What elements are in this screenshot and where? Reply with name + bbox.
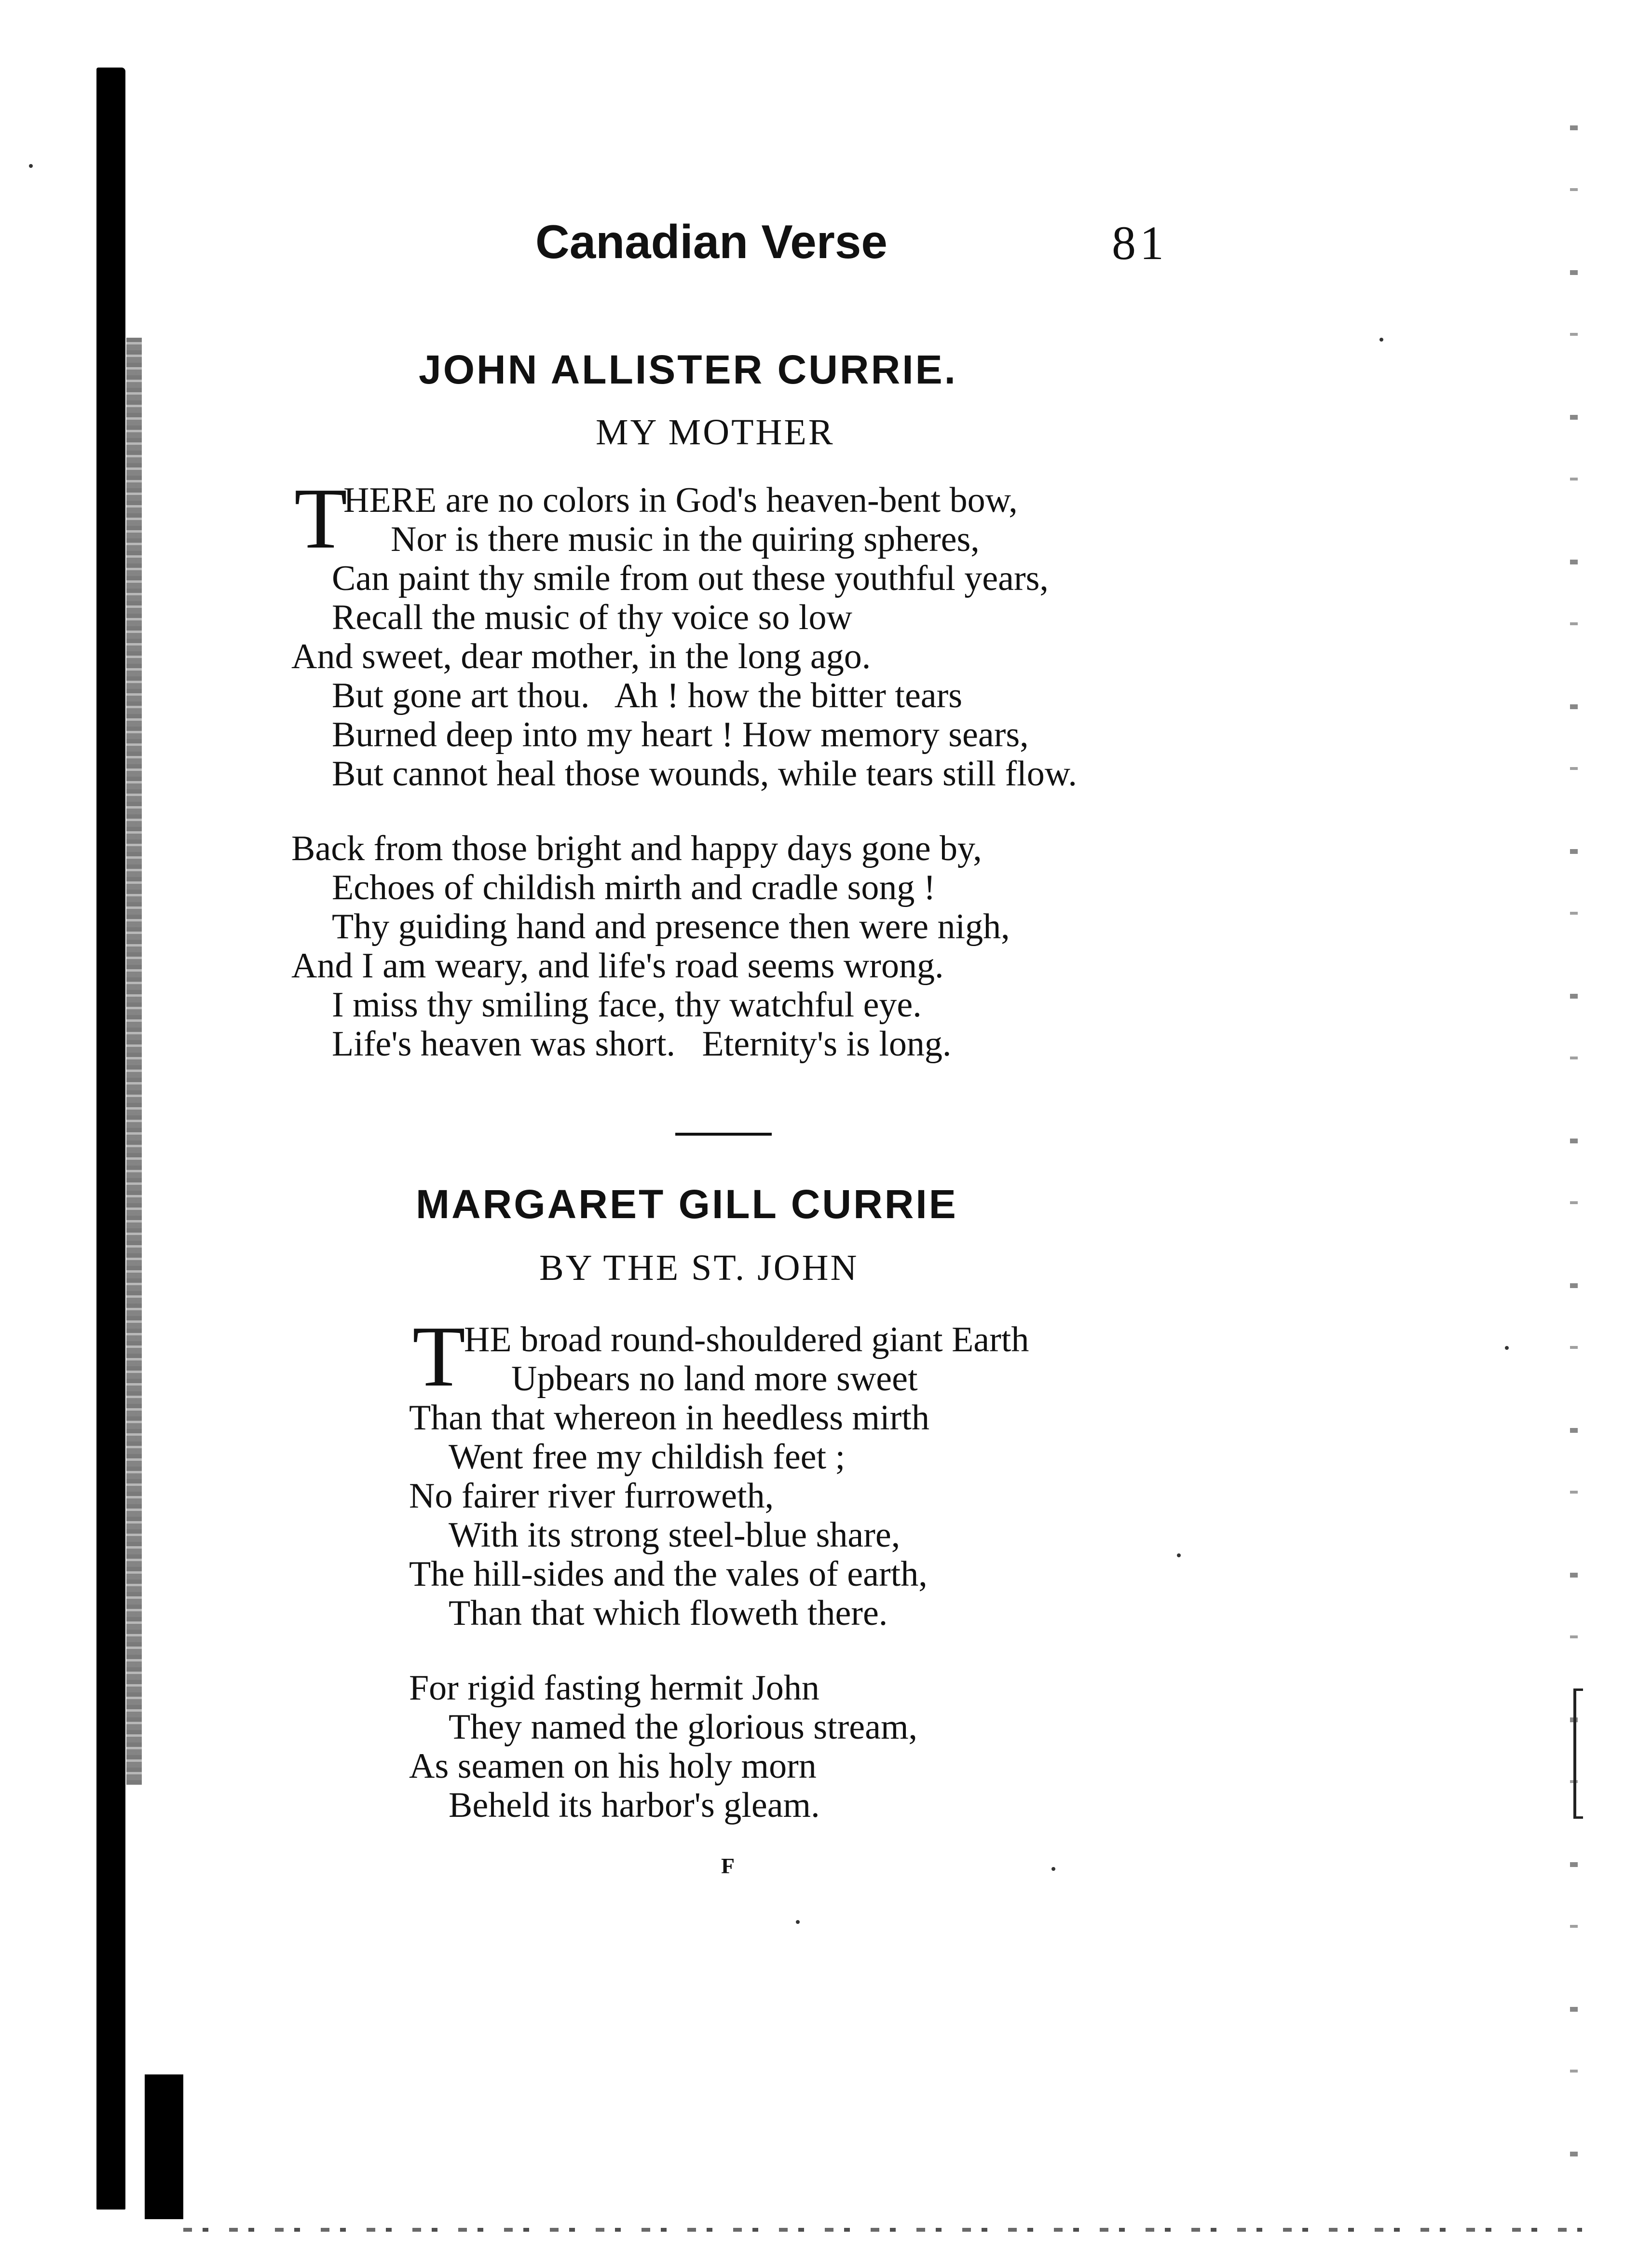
speck [1177, 1553, 1181, 1557]
verse-line: Than that which floweth there. [449, 1593, 888, 1633]
verse-line: But cannot heal those wounds, while tears still flow. [332, 754, 1077, 794]
section-divider [675, 1133, 772, 1136]
speck [1505, 1346, 1509, 1350]
poem-title: BY THE ST. JOHN [539, 1248, 859, 1288]
speck [29, 164, 33, 168]
signature-mark: F [721, 1853, 735, 1878]
drop-cap: T [412, 1308, 465, 1404]
verse-line: Can paint thy smile from out these youthful years, [332, 559, 1049, 598]
verse-line: Burned deep into my heart ! How memory sears, [332, 715, 1029, 755]
author-name: MARGARET GILL CURRIE [416, 1181, 958, 1227]
page-spine-shadow [96, 68, 125, 2210]
verse-line: I miss thy smiling face, thy watchful eye. [332, 985, 922, 1025]
verse-line: Thy guiding hand and presence then were nigh, [332, 907, 1010, 947]
page-number: 81 [1112, 216, 1168, 270]
running-head-title: Canadian Verse [535, 215, 887, 268]
page-spine-texture [126, 338, 142, 1785]
page-corner-shadow [145, 2074, 183, 2219]
speck [1379, 338, 1383, 342]
verse-line: Went free my childish feet ; [449, 1437, 846, 1477]
speck [1051, 1867, 1055, 1871]
verse-line: Back from those bright and happy days gone by, [291, 829, 982, 868]
verse-line: The hill-sides and the vales of earth, [409, 1554, 928, 1594]
verse-line: Life's heaven was short. Eternity's is long. [332, 1024, 952, 1064]
verse-line: Than that whereon in heedless mirth [409, 1398, 929, 1438]
verse-line: No fairer river furroweth, [409, 1476, 774, 1516]
verse-line: But gone art thou. Ah ! how the bitter tears [332, 676, 963, 715]
verse-line: As seamen on his holy morn [409, 1746, 817, 1786]
verse-line: HERE are no colors in God's heaven-bent bow, [343, 480, 1018, 520]
verse-line: Beheld its harbor's gleam. [449, 1785, 820, 1825]
verse-line: For rigid fasting hermit John [409, 1668, 819, 1708]
page-bottom-edge [183, 2228, 1582, 2232]
verse-line: Echoes of childish mirth and cradle song ! [332, 868, 936, 907]
page-edge-mark [1573, 1688, 1583, 1819]
verse-line: Upbears no land more sweet [511, 1359, 918, 1399]
verse-line: And I am weary, and life's road seems wrong. [291, 946, 944, 986]
verse-line: And sweet, dear mother, in the long ago. [291, 637, 871, 676]
drop-cap: T [294, 470, 347, 566]
verse-line: Recall the music of thy voice so low [332, 598, 852, 637]
page-right-edge [1570, 96, 1578, 2171]
poem-title: MY MOTHER [596, 412, 835, 453]
author-name: JOHN ALLISTER CURRIE. [419, 347, 957, 392]
speck [796, 1920, 800, 1924]
verse-line: Nor is there music in the quiring spheres, [391, 520, 980, 559]
verse-line: With its strong steel-blue share, [449, 1515, 901, 1555]
verse-line: HE broad round-shouldered giant Earth [464, 1320, 1029, 1359]
verse-line: They named the glorious stream, [449, 1707, 918, 1747]
